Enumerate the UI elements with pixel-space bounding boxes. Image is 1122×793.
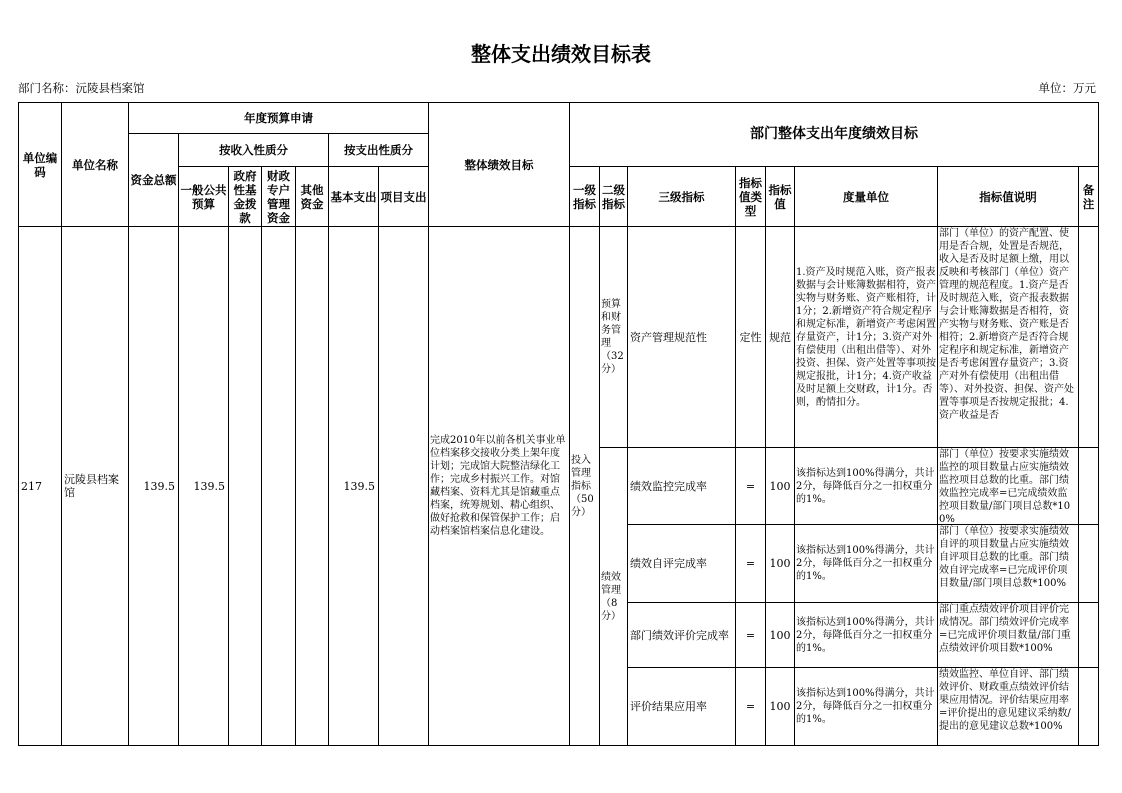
value-cell: 100 (766, 448, 795, 525)
header-measure-unit: 度量单位 (795, 167, 938, 227)
header-annual-budget: 年度预算申请 (129, 103, 429, 134)
desc-cell (938, 603, 1079, 668)
header-remark: 备注 (1079, 167, 1099, 227)
value-cell: 100 (766, 668, 795, 746)
unit-code-cell: 217 (19, 227, 62, 746)
level1-cell: 投入管理指标（50分） (570, 227, 600, 746)
remark-cell (1079, 525, 1099, 603)
header-value-type: 指标值类型 (736, 167, 766, 227)
desc-text: 部门（单位）按要求实施绩效监控的项目数量占应实施绩效监控项目总数的比重。部门绩效监控完成率=已完成绩效监控项目数量/部门项目总数*100% (939, 449, 1071, 524)
value-type-cell: = (736, 525, 766, 603)
measure-cell: 该指标达到100%得满分，共计2分，每降低百分之一扣权重分的1%。 (795, 448, 938, 525)
measure-cell (795, 227, 938, 448)
measure-text: 1.资产及时规范入账，资产报表数据与会计账簿数据相符，资产实物与财务账、资产账相符，计1分；2.新增资产符合规定程序和规定标准，新增资产考虑闲置存量资产，计1分；3.资产对外有偿使用（出租出借等）、对外投资、担保、资产处置等事项按规定报批，计1分；4.资产收益及时足额上交财政，计1分。否则，酌情扣分。 (796, 266, 936, 408)
desc-cell (938, 448, 1079, 525)
desc-text: 部门重点绩效评价项目评价完成情况。部门绩效评价完成率=已完成评价项目数量/部门重点绩效评价项目数*100% (939, 604, 1071, 654)
level3-cell: 绩效自评完成率 (628, 525, 736, 603)
header-level1: 一级指标 (570, 167, 600, 227)
remark-cell (1079, 227, 1099, 448)
general-budget-cell: 139.5 (179, 227, 229, 746)
remark-cell (1079, 668, 1099, 746)
value-cell: 规范 (766, 227, 795, 448)
header-dept-goal: 部门整体支出年度绩效目标 (570, 103, 1099, 167)
desc-text: 部门（单位）的资产配置、使用是否合规，处置是否规范，收入是否及时足额上缴，用以反映和考核部门（单位）资产管理的规范程度。1.资产是否及时规范入账，资产报表数据与会计账簿数据是否相符，资产实物与财务账、资产账是否相符；2.新增资产是否符合规定程序和规定标准，新增资产是否考虑闲置存量资产；3.资产对外有偿使用（出租出借等）、对外投资、担保、资产处置等事项是否按规定报批；4.资产收益是否 (939, 228, 1074, 421)
level3-cell: 绩效监控完成率 (628, 448, 736, 525)
level3-cell: 部门绩效评价完成率 (628, 603, 736, 668)
level3-cell: 评价结果应用率 (628, 668, 736, 746)
desc-text: 绩效监控、单位自评、部门绩效评价、财政重点绩效评价结果应用情况。评价结果应用率=评价提出的意见建议采纳数/提出的意见建议总数*100% (939, 669, 1071, 732)
value-type-cell: 定性 (736, 227, 766, 448)
header-basic-expense: 基本支出 (329, 167, 379, 227)
header-project-expense: 项目支出 (379, 167, 429, 227)
total-funds-cell: 139.5 (129, 227, 179, 746)
special-fund-cell (262, 227, 296, 746)
value-cell: 100 (766, 603, 795, 668)
basic-expense-cell: 139.5 (329, 227, 379, 746)
value-type-cell: = (736, 448, 766, 525)
header-unit-code: 单位编码 (19, 103, 62, 227)
desc-cell (938, 227, 1079, 448)
remark-cell (1079, 448, 1099, 525)
header-value-desc: 指标值说明 (938, 167, 1079, 227)
project-expense-cell (379, 227, 429, 746)
header-by-income: 按收入性质分 (179, 134, 329, 167)
header-unit-name: 单位名称 (62, 103, 129, 227)
header-level3: 三级指标 (628, 167, 736, 227)
header-overall-goal: 整体绩效目标 (429, 103, 570, 227)
level2-cell: 预算和财务管理（32分） (600, 227, 628, 448)
table-row (19, 227, 1099, 448)
measure-cell: 该指标达到100%得满分，共计2分，每降低百分之一扣权重分的1%。 (795, 668, 938, 746)
other-fund-cell (296, 227, 329, 746)
value-type-cell: = (736, 668, 766, 746)
performance-table (18, 102, 1099, 746)
header-gov-fund: 政府性基金拨款 (229, 167, 262, 227)
header-general-budget: 一般公共预算 (179, 167, 229, 227)
desc-cell (938, 668, 1079, 746)
desc-text: 部门（单位）按要求实施绩效自评的项目数量占应实施绩效自评项目总数的比重。部门绩效自评完成率=已完成评价项目数量/部门项目总数*100% (939, 526, 1069, 589)
desc-cell (938, 525, 1079, 603)
value-cell: 100 (766, 525, 795, 603)
header-special-fund: 财政专户管理资金 (262, 167, 296, 227)
level3-cell: 资产管理规范性 (628, 227, 736, 448)
department-name: 部门名称：沅陵县档案馆 (18, 81, 145, 95)
level2-cell: 绩效管理（8分） (600, 448, 628, 746)
header-by-expense: 按支出性质分 (329, 134, 429, 167)
gov-fund-cell (229, 227, 262, 746)
overall-goal-cell: 完成2010年以前各机关事业单位档案移交接收分类上架年度计划；完成馆大院整洁绿化工作；完成乡村振兴工作。对馆藏档案、资料尤其是馆藏重点档案，统筹规划、精心组织、做好抢救和保管保护工作；启动档案馆档案信息化建设。 (429, 227, 570, 746)
value-type-cell: = (736, 603, 766, 668)
header-total-funds: 资金总额 (129, 134, 179, 227)
unit-name-cell: 沅陵县档案馆 (62, 227, 129, 746)
remark-cell (1079, 603, 1099, 668)
header-level2: 二级指标 (600, 167, 628, 227)
currency-unit: 单位：万元 (1038, 81, 1096, 95)
header-other-fund: 其他资金 (296, 167, 329, 227)
measure-cell: 该指标达到100%得满分，共计2分，每降低百分之一扣权重分的1%。 (795, 525, 938, 603)
measure-cell: 该指标达到100%得满分，共计2分，每降低百分之一扣权重分的1%。 (795, 603, 938, 668)
page-title: 整体支出绩效目标表 (471, 42, 651, 66)
header-value: 指标值 (766, 167, 795, 227)
